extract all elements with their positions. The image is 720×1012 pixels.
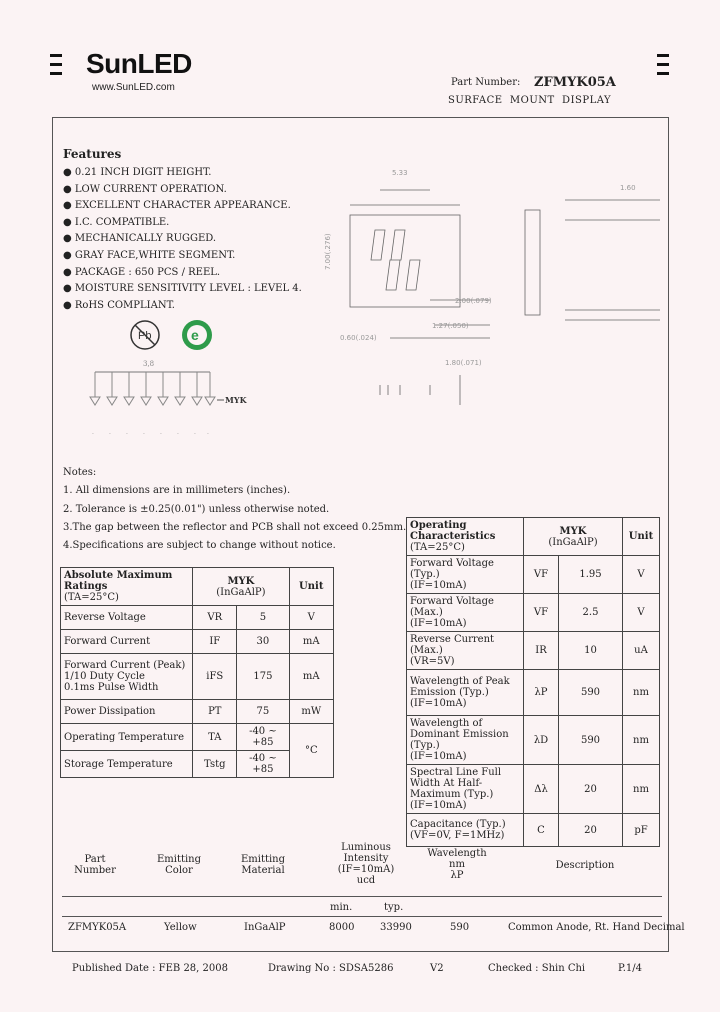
drawing-number: Drawing No : SDSA5286 (268, 963, 394, 974)
svg-text:.: . (160, 429, 162, 436)
op-char-col-header: MYK (559, 525, 587, 537)
logo-bars-icon (50, 54, 62, 75)
features-list (63, 165, 302, 314)
feature-item: ● GRAY FACE,WHITE SEGMENT. (63, 249, 236, 261)
svg-text:e: e (191, 327, 199, 343)
table-row: Wavelength of Peak Emission (Typ.) (IF=10mA) λP 590 nm (407, 670, 660, 716)
note-item: 2. Tolerance is ±0.25(0.01") unless otherwise noted. (63, 503, 330, 515)
abs-max-title: Absolute Maximum Ratings (64, 570, 173, 592)
part-table-rule (62, 896, 662, 897)
table-row: Reverse Voltage VR 5 V (61, 606, 334, 630)
op-char-table (406, 517, 660, 847)
svg-text:.: . (143, 429, 145, 436)
svg-text:.: . (194, 429, 196, 436)
abs-max-unit-header: Unit (289, 568, 333, 606)
brand-url: www.SunLED.com (92, 82, 175, 93)
package-drawing (320, 160, 665, 430)
part-number: ZFMYK05A (534, 75, 616, 90)
brand-name: SunLED (86, 48, 192, 79)
feature-item: ● I.C. COMPATIBLE. (63, 216, 170, 228)
table-row: Forward Voltage (Max.) (IF=10mA) VF 2.5 V (407, 594, 660, 632)
abs-max-col-sub: (InGaAlP) (216, 586, 266, 598)
feature-item: ● 0.21 INCH DIGIT HEIGHT. (63, 167, 212, 178)
op-char-condition: (TA=25°C) (410, 542, 465, 553)
notes-title: Notes: (63, 467, 97, 478)
svg-text:.: . (92, 429, 94, 436)
table-row: Spectral Line Full Width At Half-Maximum (Typ.) (IF=10mA) Δλ 20 nm (407, 765, 660, 814)
notes (63, 464, 406, 555)
table-row: Capacitance (Typ.) (VF=0V, F=1MHz) C 20 pF (407, 814, 660, 847)
svg-text:1.27(.050): 1.27(.050) (432, 322, 469, 330)
feature-item: ● MOISTURE SENSITIVITY LEVEL : LEVEL 4. (63, 283, 302, 295)
note-item: 1. All dimensions are in millimeters (inches). (63, 485, 291, 497)
table-row: Wavelength of Dominant Emission (Typ.) (IF=10mA) λD 590 nm (407, 716, 660, 765)
part-number-label: Part Number: (451, 77, 521, 88)
page-number: P.1/4 (618, 963, 642, 974)
published-date: Published Date : FEB 28, 2008 (72, 963, 228, 974)
table-row: Forward Current IF 30 mA (61, 630, 334, 654)
op-char-title: Operating Characteristics (410, 520, 496, 542)
feature-item: ● PACKAGE : 650 PCS / REEL. (63, 266, 221, 278)
subtitle: SURFACE MOUNT DISPLAY (448, 95, 612, 106)
features-title: Features (63, 147, 122, 161)
feature-item: ● MECHANICALLY RUGGED. (63, 233, 217, 245)
intensity-typ-label: typ. (384, 902, 404, 913)
svg-text:Pb: Pb (138, 330, 152, 342)
svg-text:2.00(.079): 2.00(.079) (455, 297, 492, 305)
table-row: Storage Temperature Tstg -40 ~ +85 (61, 751, 334, 778)
svg-text:.: . (109, 429, 111, 436)
svg-text:.: . (177, 429, 179, 436)
op-char-col-sub: (InGaAlP) (548, 536, 598, 548)
table-row: Forward Voltage (Typ.) (IF=10mA) VF 1.95 V (407, 556, 660, 594)
svg-text:0.60(.024): 0.60(.024) (340, 334, 377, 342)
table-row: Operating Temperature TA -40 ~ +85 °C (61, 724, 334, 751)
part-table-rule (62, 916, 662, 917)
svg-text:5.33: 5.33 (392, 169, 408, 177)
svg-text:1.80(.071): 1.80(.071) (445, 359, 482, 367)
circuit-diagram (85, 360, 265, 440)
note-item: 3.The gap between the reflector and PCB shall not exceed 0.25mm. (63, 521, 407, 533)
circuit-label: MYK (225, 395, 247, 405)
abs-max-col-header: MYK (227, 575, 255, 587)
version: V2 (430, 963, 444, 974)
svg-text:7.00(.276): 7.00(.276) (324, 233, 332, 270)
table-row: Forward Current (Peak) 1/10 Duty Cycle 0.1ms Pulse Width iFS 175 mA (61, 654, 334, 700)
svg-text:.: . (207, 429, 209, 436)
feature-item: ● EXCELLENT CHARACTER APPEARANCE. (63, 200, 291, 212)
table-row: Reverse Current (Max.) (VR=5V) IR 10 uA (407, 632, 660, 670)
feature-item: ● LOW CURRENT OPERATION. (63, 183, 227, 195)
intensity-min-label: min. (330, 902, 353, 913)
svg-text:.: . (126, 429, 128, 436)
feature-item: ● RoHS COMPLIANT. (63, 299, 175, 311)
abs-max-table (60, 567, 334, 778)
svg-text:3,8: 3,8 (143, 360, 155, 368)
abs-max-condition: (TA=25°C) (64, 592, 119, 603)
svg-text:1.60: 1.60 (620, 184, 636, 192)
op-char-unit-header: Unit (623, 518, 660, 556)
rohs-e-icon (180, 318, 214, 352)
part-table-header: Part Number Emitting Color Emitting Material Luminous Intensity (IF=10mA) ucd Wavelength nm λP Description (74, 842, 615, 886)
right-bars-icon (657, 54, 669, 75)
note-item: 4.Specifications are subject to change without notice. (63, 540, 336, 552)
table-row: Power Dissipation PT 75 mW (61, 700, 334, 724)
checked-by: Checked : Shin Chi (488, 963, 586, 974)
pb-free-icon (128, 318, 162, 352)
